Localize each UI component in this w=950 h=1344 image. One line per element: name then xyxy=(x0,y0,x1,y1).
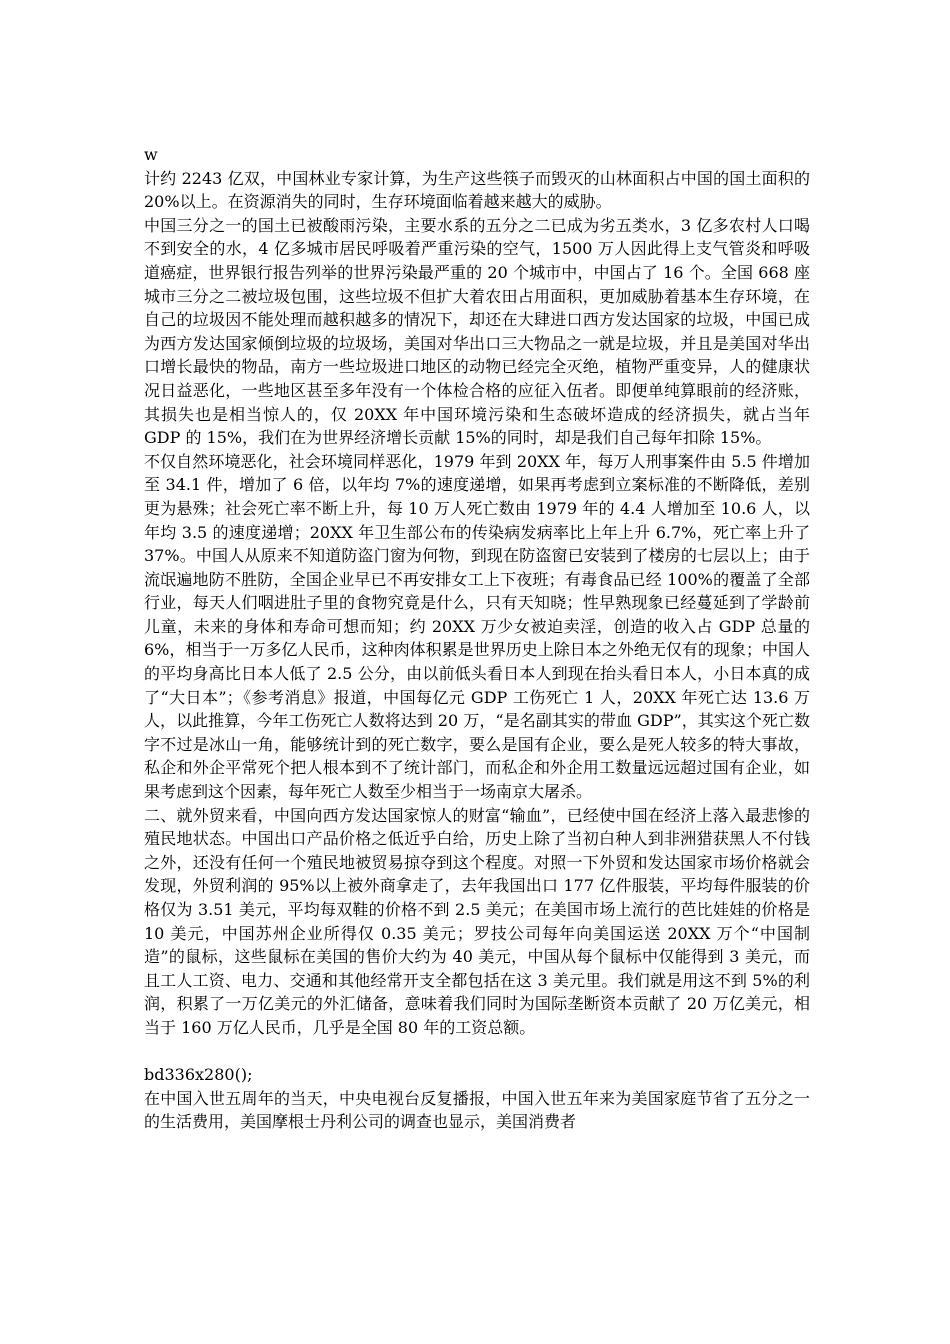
paragraph-pollution: 中国三分之一的国土已被酸雨污染，主要水系的五分之二已成为劣五类水，3 亿多农村人口喝不到安全的水，4 亿多城市居民呼吸着严重污染的空气，1500 万人因此得上支气管炎和呼吸道癌症，世界银行报告列举的世界污染最严重的 20 个城市中，中国占了 16 个。全国 668 座城市三分之二被垃圾包围，这些垃圾不但扩大着农田占用面积，更加威胁着基本生存环境，在自己的垃圾因不能处理而越积越多的情况下，却还在大肆进口西方发达国家的垃圾，中国已成为西方发达国家倾倒垃圾的垃圾场，美国对华出口三大物品之一就是垃圾，并且是美国对华出口增长最快的物品，南方一些垃圾进口地区的动物已经完全灭绝，植物严重变异，人的健康状况日益恶化，一些地区甚至多年没有一个体检合格的应征入伍者。即便单纯算眼前的经济账，其损失也是相当惊人的，仅 20XX 年中国环境污染和生态破坏造成的经济损失，就占当年 GDP 的 15%，我们在为世界经济增长贡献 15%的同时，却是我们自己每年扣除 15%。 xyxy=(144,215,810,448)
ad-code-line: bd336x280(); xyxy=(144,1065,253,1085)
header-mark: w xyxy=(144,145,158,164)
paragraph-wto-anniversary: 在中国入世五周年的当天，中央电视台反复播报，中国入世五年来为美国家庭节省了五分之一的生活费用，美国摩根士丹利公司的调查也显示，美国消费者 xyxy=(144,1088,810,1132)
paragraph-chopsticks-forest: 计约 2243 亿双，中国林业专家计算，为生产这些筷子而毁灭的山林面积占中国的国土面积的 20%以上。在资源消失的同时，生存环境面临着越来越大的威胁。 xyxy=(144,168,810,212)
document-page xyxy=(144,143,810,1134)
paragraph-social-environment: 不仅自然环境恶化，社会环境同样恶化，1979 年到 20XX 年，每万人刑事案件由 5.5 件增加至 34.1 件，增加了 6 倍，以年均 7%的速度递增，如果再考虑到立案标准的不断降低，差别更为悬殊；社会死亡率不断上升，每 10 万人死亡数由 1979 年的 4.4 人增加至 10.6 人，以年均 3.5 的速度递增；20XX 年卫生部公布的传染病发病率比上年上升 6.7%，死亡率上升了 37%。中国人从原来不知道防盗门窗为何物，到现在防盗窗已安装到了楼房的七层以上；由于流氓遍地防不胜防，全国企业早已不再安排女工上下夜班；有毒食品已经 100%的覆盖了全部行业，每天人们咽进肚子里的食物究竟是什么，只有天知晓；性早熟现象已经蔓延到了学龄前儿童，未来的身体和寿命可想而知；约 20XX 万少女被迫卖淫，创造的收入占 GDP 总量的 6%，相当于一万多亿人民币，这种肉体积累是世界历史上除日本之外绝无仅有的现象；中国人的平均身高比日本人低了 2.5 公分，由以前低头看日本人到现在抬头看日本人，小日本真的成了“大日本”；《参考消息》报道，中国每亿元 GDP 工伤死亡 1 人，20XX 年死亡达 13.6 万人，以此推算，今年工伤死亡人数将达到 20 万，“是名副其实的带血 GDP”，其实这个死亡数字不过是冰山一角，能够统计到的死亡数字，要么是国有企业，要么是死人较多的特大事故，私企和外企平常死个把人根本到不了统计部门，而私企和外企用工数量远远超过国有企业，如果考虑到这个因素，每年死亡人数至少相当于一场南京大屠杀。 xyxy=(144,451,810,802)
paragraph-foreign-trade: 二、就外贸来看，中国向西方发达国家惊人的财富“输血”，已经使中国在经济上落入最悲惨的殖民地状态。中国出口产品价格之低近乎白给，历史上除了当初白种人到非洲猎获黑人不付钱之外，还没有任何一个殖民地被贸易掠夺到这个程度。对照一下外贸和发达国家市场价格就会发现，外贸利润的 95%以上被外商拿走了，去年我国出口 177 亿件服装，平均每件服装的价格仅为 3.51 美元，平均每双鞋的价格不到 2.5 美元；在美国市场上流行的芭比娃娃的价格是 10 美元，中国苏州企业所得仅 0.35 美元；罗技公司每年向美国运送 20XX 万个“中国制造”的鼠标，这些鼠标在美国的售价大约为 40 美元，中国从每个鼠标中仅能得到 3 美元，而且工人工资、电力、交通和其他经常开支全都包括在这 3 美元里。我们就是用这不到 5%的利润，积累了一万亿美元的外汇储备，意味着我们同时为国际垄断资本贡献了 20 万亿美元，相当于 160 万亿人民币，几乎是全国 80 年的工资总额。 xyxy=(144,805,810,1037)
blank-line xyxy=(144,1040,810,1064)
